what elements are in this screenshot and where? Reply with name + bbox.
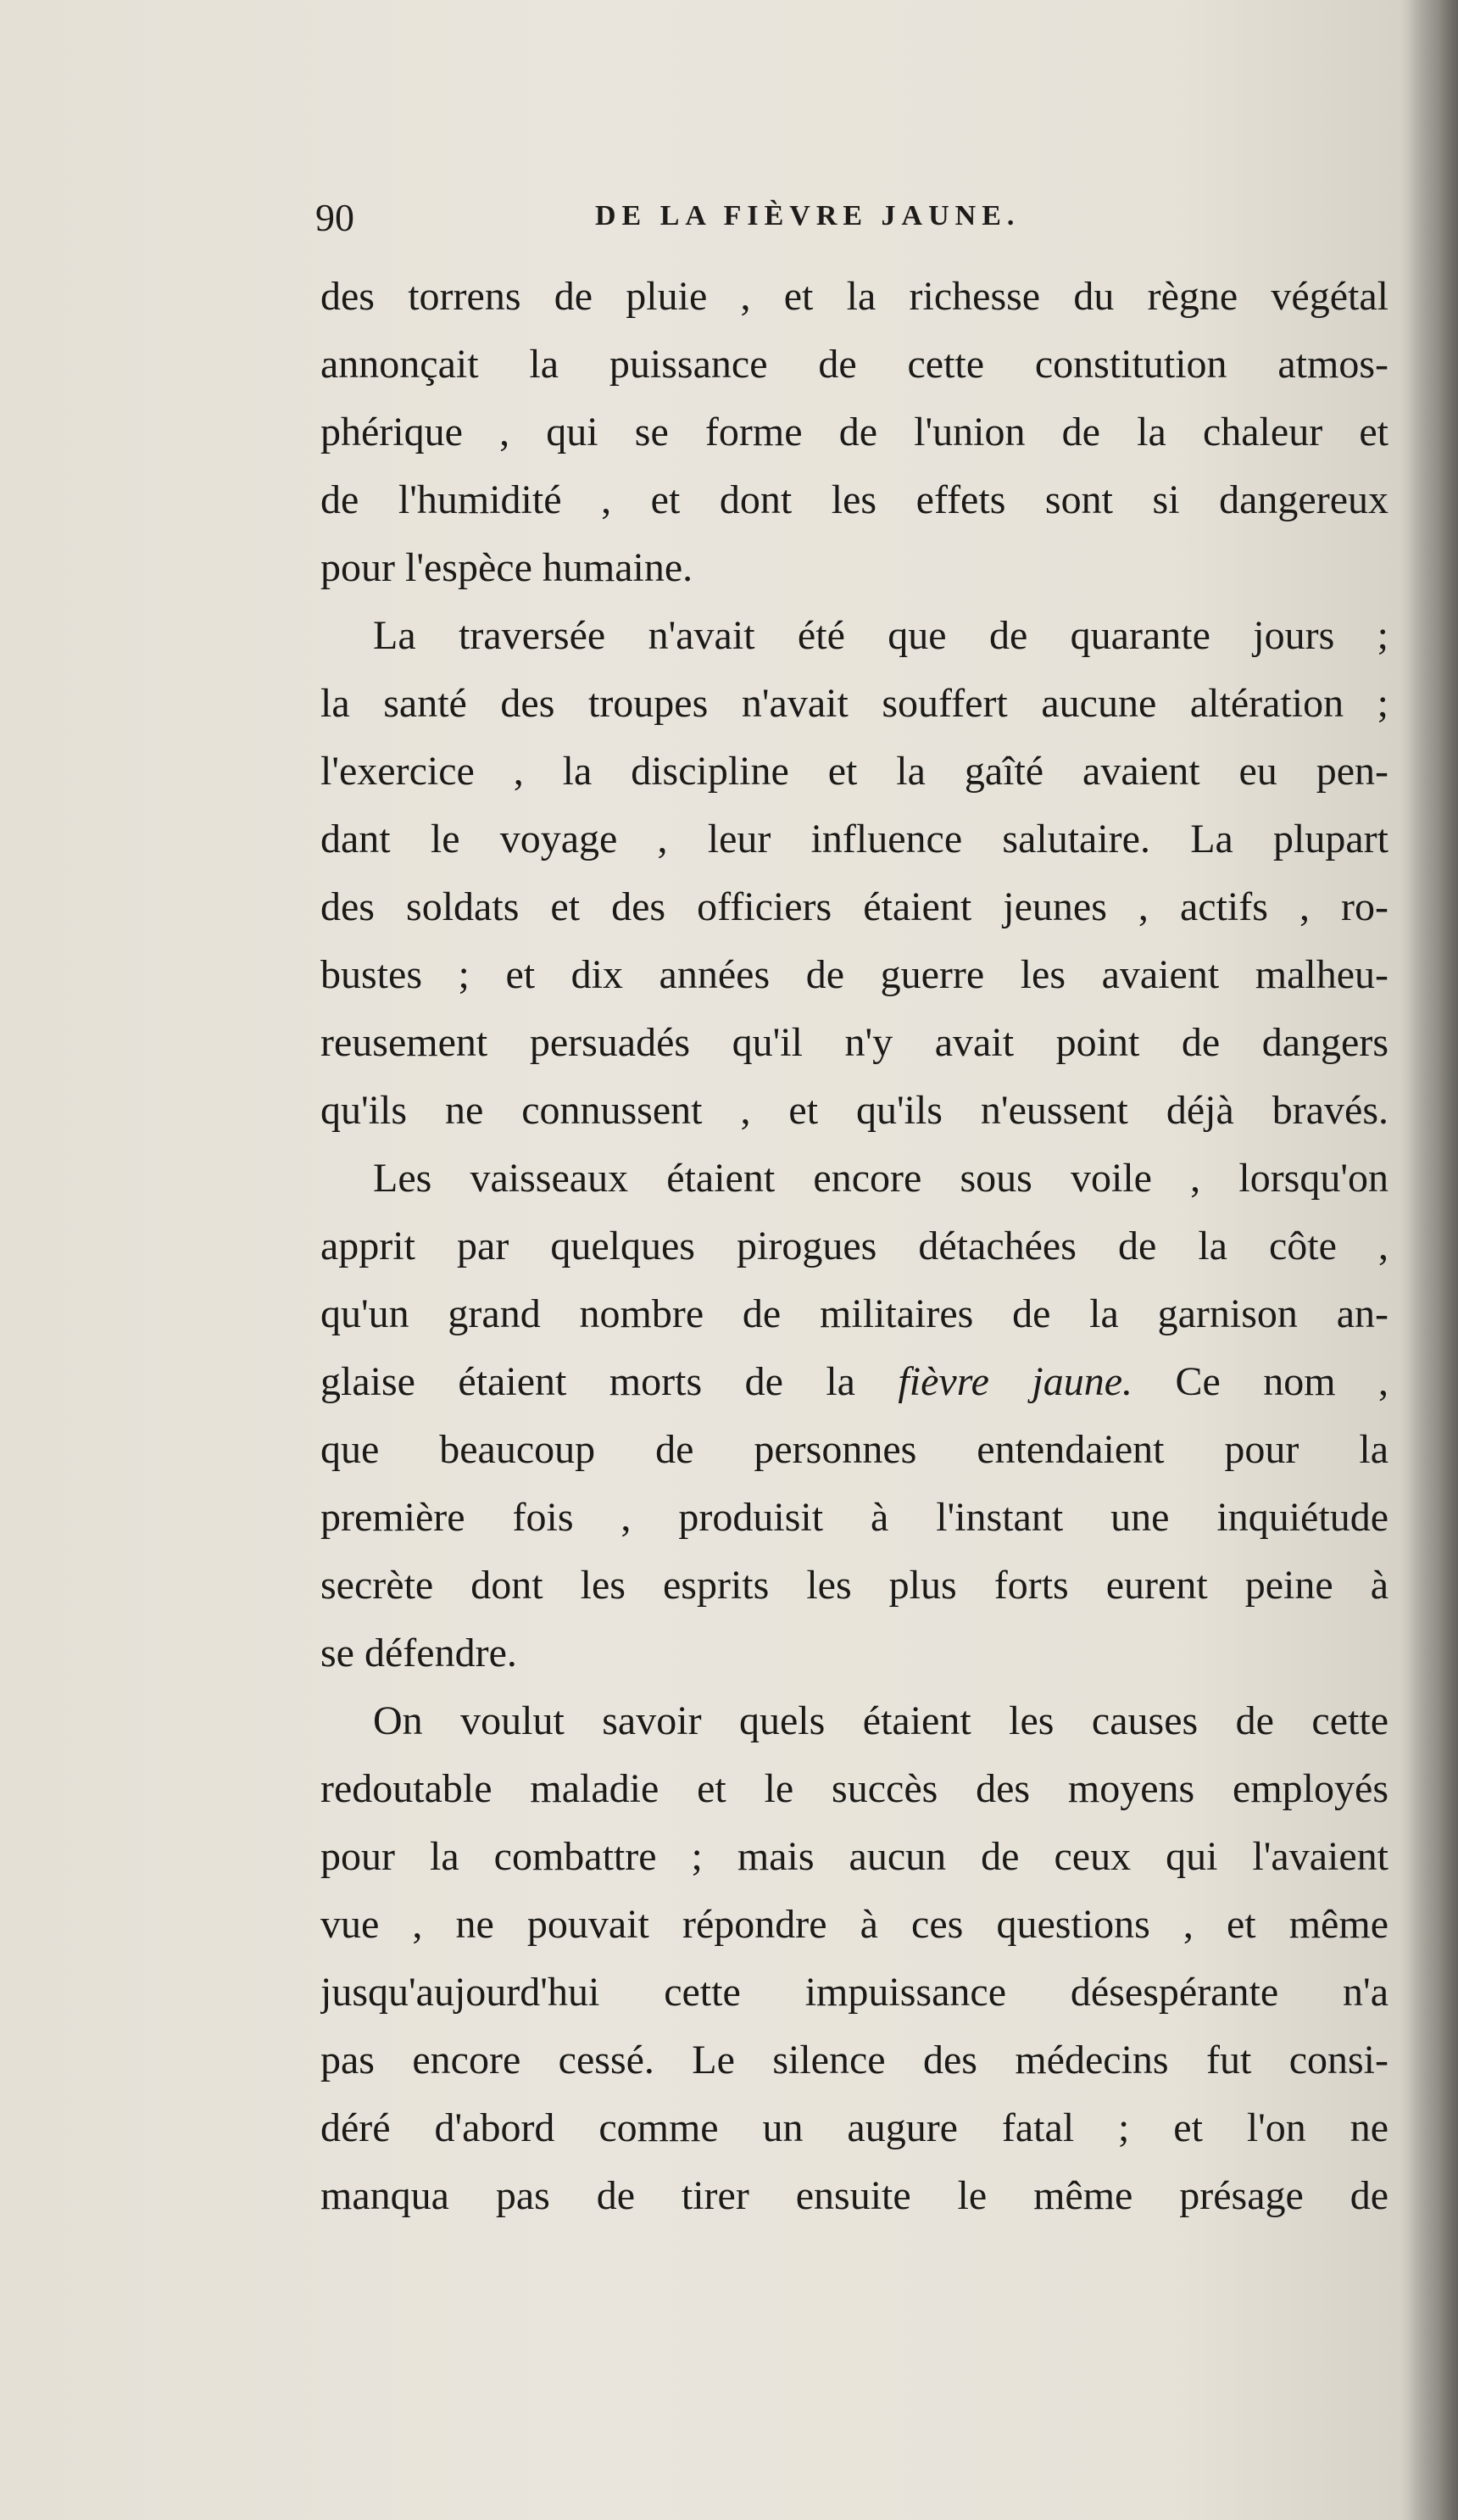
body-text <box>320 263 1388 2230</box>
text-line: jusqu'aujourd'hui cette impuissance désespérante n'a <box>320 1970 1388 2015</box>
text-line: manqua pas de tirer ensuite le même présage de <box>320 2173 1388 2218</box>
text-line: apprit par quelques pirogues détachées de la côte , <box>320 1224 1388 1268</box>
text-line: la santé des troupes n'avait souffert aucune altération ; <box>320 681 1388 726</box>
text-line: qu'un grand nombre de militaires de la garnison an- <box>320 1291 1388 1336</box>
text-line: pour la combattre ; mais aucun de ceux qui l'avaient <box>320 1834 1388 1879</box>
text-line: Les vaisseaux étaient encore sous voile , lorsqu'on <box>373 1156 1388 1201</box>
text-segment: Ce nom , <box>1132 1359 1388 1404</box>
text-line: phérique , qui se forme de l'union de la chaleur et <box>320 410 1388 454</box>
text-line: déré d'abord comme un augure fatal ; et l'on ne <box>320 2105 1388 2150</box>
text-line: des soldats et des officiers étaient jeunes , actifs , ro- <box>320 884 1388 929</box>
text-line: secrète dont les esprits les plus forts eurent peine à <box>320 1563 1388 1608</box>
text-line: bustes ; et dix années de guerre les avaient malheu- <box>320 952 1388 997</box>
text-line: des torrens de pluie , et la richesse du règne végétal <box>320 274 1388 319</box>
text-line: pas encore cessé. Le silence des médecins fut consi- <box>320 2038 1388 2082</box>
text-line: se défendre. <box>320 1631 517 1675</box>
text-segment: glaise étaient morts de la <box>320 1359 899 1404</box>
text-line: dant le voyage , leur influence salutaire. La plupart <box>320 817 1388 861</box>
page-number: 90 <box>315 196 354 239</box>
page-header <box>315 188 1390 248</box>
text-line: qu'ils ne connussent , et qu'ils n'eussent déjà bravés. <box>320 1088 1388 1133</box>
text-line: pour l'espèce humaine. <box>320 545 693 590</box>
text-line: que beaucoup de personnes entendaient pour la <box>320 1427 1388 1472</box>
text-line: redoutable maladie et le succès des moyens employés <box>320 1766 1388 1811</box>
page-edge-shadow <box>1407 0 1458 2520</box>
text-line: annonçait la puissance de cette constitution atmos- <box>320 342 1388 387</box>
text-line: La traversée n'avait été que de quarante jours ; <box>373 613 1388 658</box>
text-line: l'exercice , la discipline et la gaîté avaient eu pen- <box>320 749 1388 794</box>
text-line: reusement persuadés qu'il n'y avait point de dangers <box>320 1020 1388 1065</box>
text-line: première fois , produisit à l'instant une inquiétude <box>320 1495 1388 1540</box>
text-line: On voulut savoir quels étaient les causes de cette <box>373 1698 1388 1743</box>
text-line: de l'humidité , et dont les effets sont si dangereux <box>320 477 1388 522</box>
text-line: vue , ne pouvait répondre à ces questions , et même <box>320 1902 1388 1947</box>
running-head: DE LA FIÈVRE JAUNE. <box>595 200 1021 231</box>
italic-term: fièvre jaune. <box>898 1359 1132 1404</box>
text-line-with-italic <box>320 1348 1388 1416</box>
